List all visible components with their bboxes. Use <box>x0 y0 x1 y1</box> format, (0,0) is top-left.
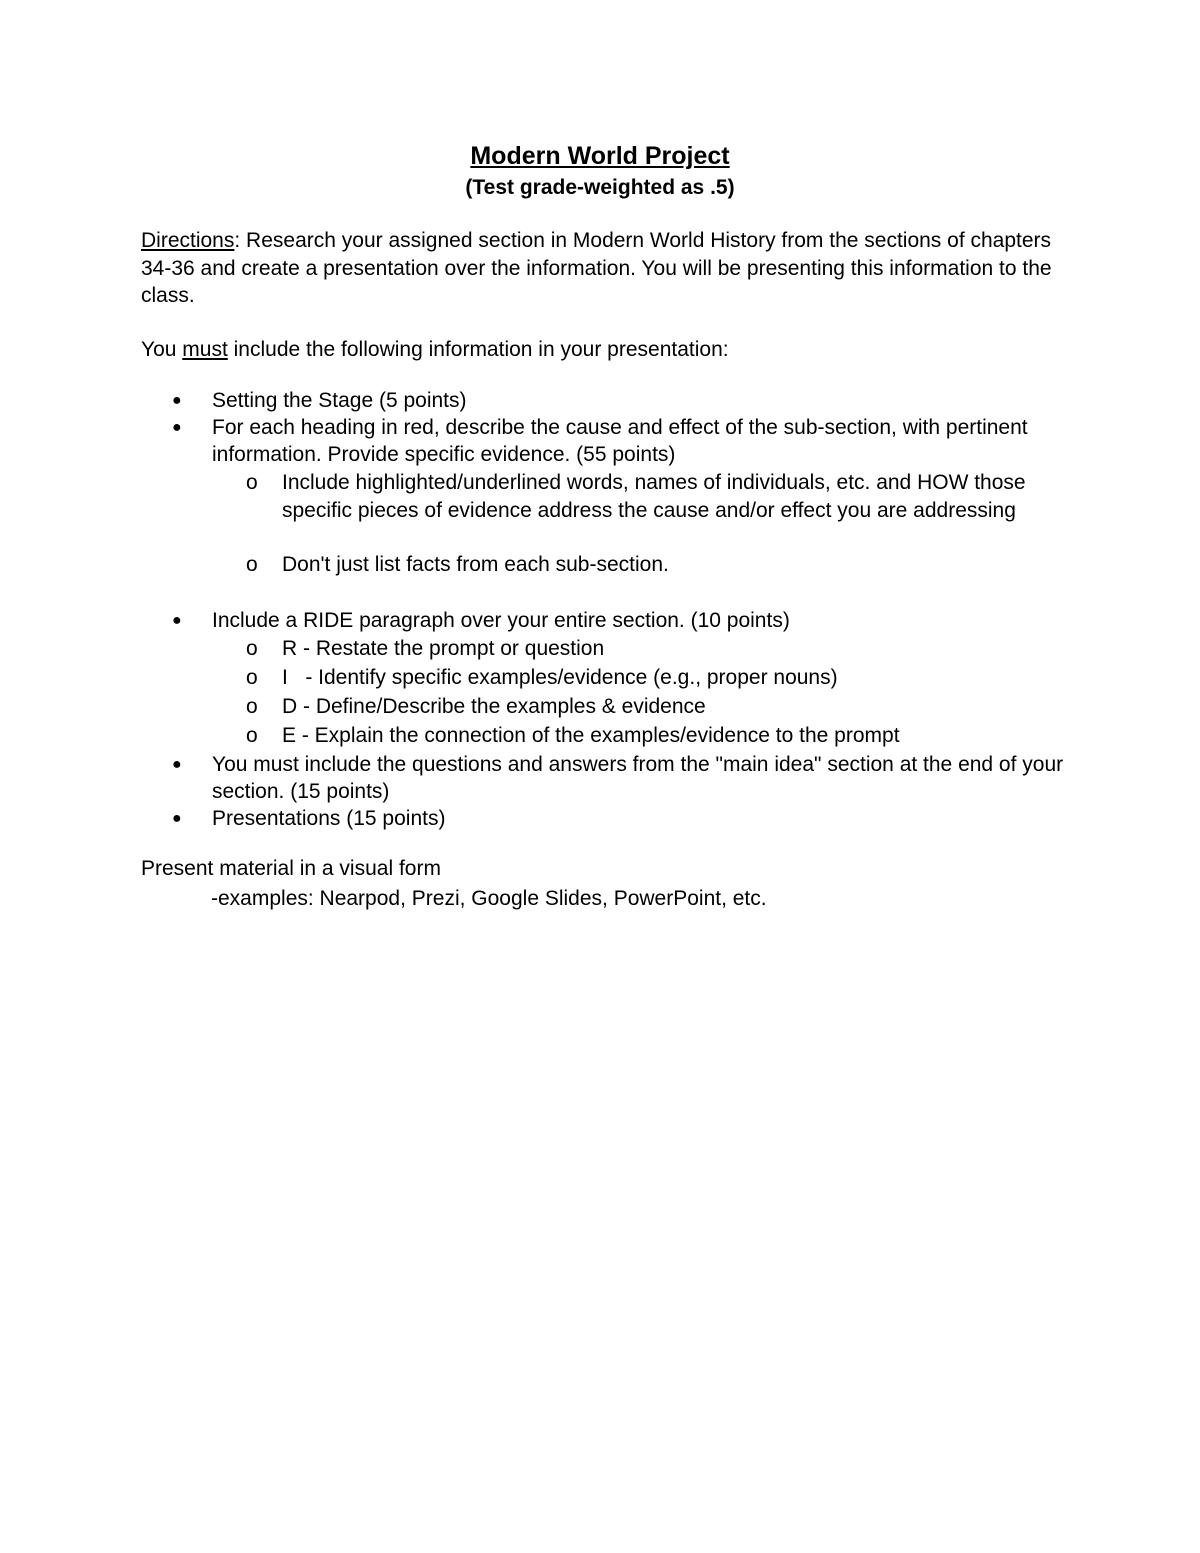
directions-paragraph <box>141 227 1071 310</box>
page-subtitle: (Test grade-weighted as .5) <box>465 176 735 199</box>
subitem-marker: o <box>246 637 258 660</box>
ride-define: D - Define/Describe the examples & evidence <box>282 695 706 718</box>
directions-label: Directions <box>141 229 235 252</box>
requirement-intro-before: You <box>141 338 183 361</box>
bullet-presentations: Presentations (15 points) <box>212 807 446 830</box>
subitem-marker: o <box>246 724 258 747</box>
subitem-marker: o <box>246 553 258 576</box>
requirement-intro-emphasis: must <box>182 338 228 361</box>
directions-colon: : <box>234 229 241 252</box>
page-title: Modern World Project <box>470 142 730 170</box>
subitem-highlighted-words: Include highlighted/underlined words, names of individuals, etc. and HOW those specific pieces of evidence address the cause and/or effect you are addressing <box>282 471 1026 522</box>
bullet-marker: ● <box>172 612 182 629</box>
bullet-setting-the-stage: Setting the Stage (5 points) <box>212 389 467 412</box>
subitem-marker: o <box>246 666 258 689</box>
requirement-intro <box>141 336 1071 364</box>
present-examples-line: -examples: Nearpod, Prezi, Google Slides, PowerPoint, etc. <box>211 887 767 910</box>
subitem-dont-list-facts: Don't just list facts from each sub-section. <box>282 553 669 576</box>
ride-restate: R - Restate the prompt or question <box>282 637 605 660</box>
bullet-cause-effect: For each heading in red, describe the cause and effect of the sub-section, with pertinent information. Provide specific evidence. (55 points) <box>212 416 1028 466</box>
requirement-intro-after: include the following information in your presentation: <box>227 338 729 361</box>
bullet-marker: ● <box>172 392 182 409</box>
subitem-marker: o <box>246 695 258 718</box>
bullet-marker: ● <box>172 810 182 827</box>
bullet-marker: ● <box>172 419 182 436</box>
directions-text: Research your assigned section in Modern World History from the sections of chapters 34-36 and create a presentation over the information. You will be presenting this information to the class. <box>141 229 1052 307</box>
present-material-line: Present material in a visual form <box>141 857 441 880</box>
bullet-main-idea-questions: You must include the questions and answers from the "main idea" section at the end of your section. (15 points) <box>212 753 1064 803</box>
ride-explain: E - Explain the connection of the examples/evidence to the prompt <box>282 724 900 747</box>
bullet-marker: ● <box>172 756 182 773</box>
ride-identify: I - Identify specific examples/evidence (e.g., proper nouns) <box>282 666 838 689</box>
subitem-marker: o <box>246 471 258 494</box>
bullet-ride-paragraph: Include a RIDE paragraph over your entire section. (10 points) <box>212 609 790 632</box>
